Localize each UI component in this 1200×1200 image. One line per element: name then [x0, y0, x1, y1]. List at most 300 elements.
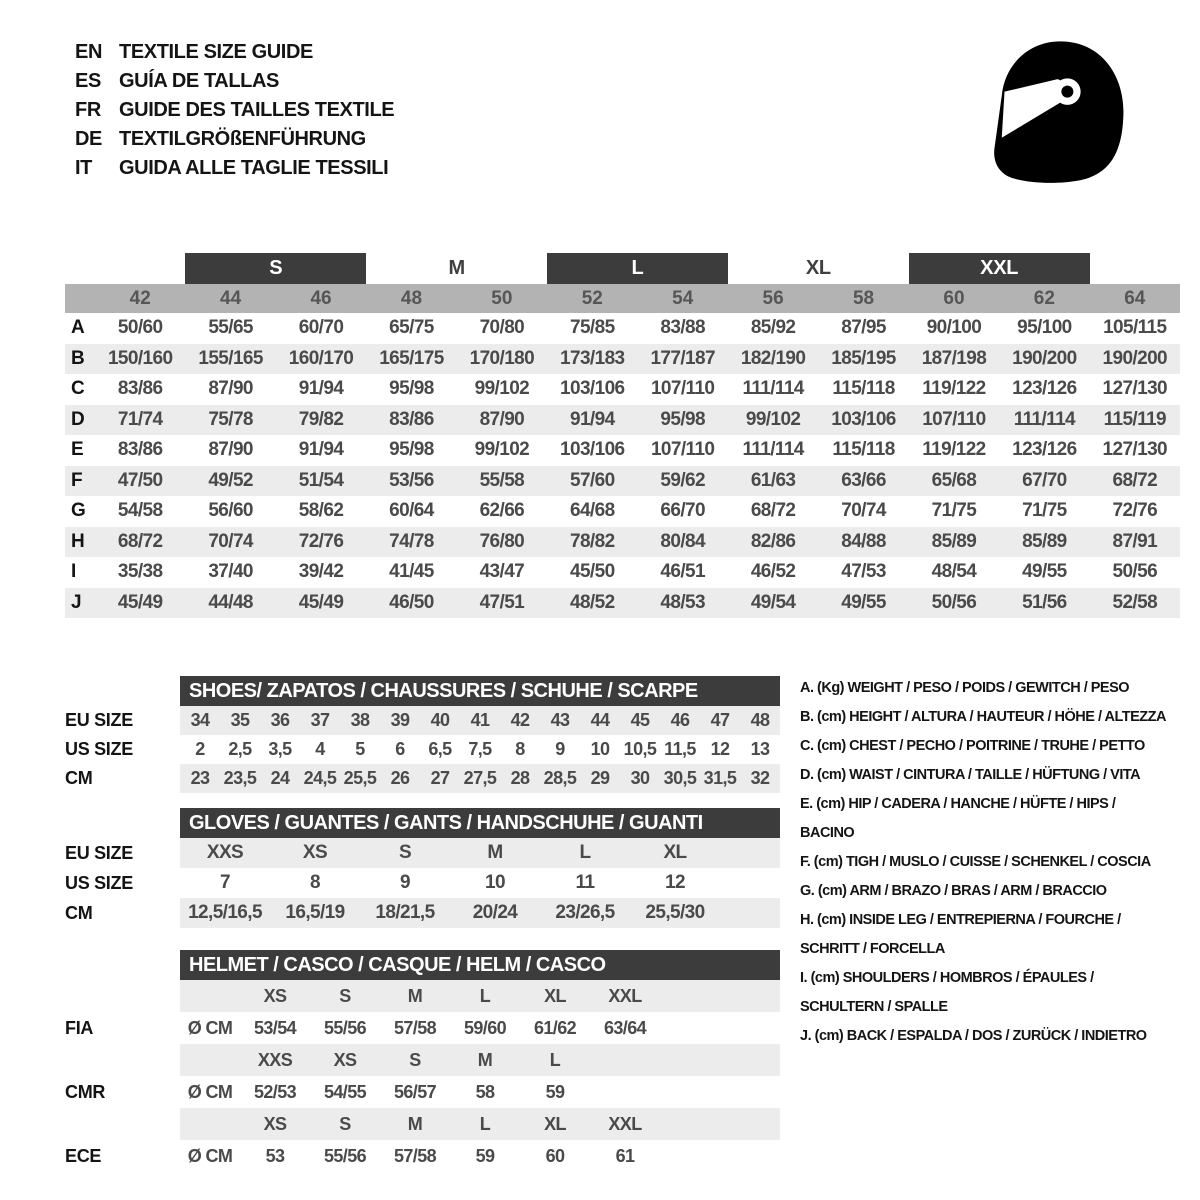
row-values — [180, 898, 780, 928]
measurement-value: 150/160 — [107, 347, 173, 369]
size-band-xl: XL — [805, 257, 831, 279]
value-cell: 57/58 — [393, 1018, 437, 1038]
measurement-value: 44/48 — [208, 591, 253, 613]
value-cell: 42 — [510, 710, 530, 730]
measurement-value: 182/190 — [740, 347, 806, 369]
row-label: US SIZE — [65, 739, 133, 759]
US SIZE-row — [65, 868, 780, 898]
value-cell: 5 — [355, 739, 365, 759]
value-cell: 45 — [630, 710, 650, 730]
EU SIZE-row — [65, 706, 780, 735]
value-cell: 53/54 — [253, 1018, 297, 1038]
value-cell: 55/56 — [323, 1146, 367, 1166]
US SIZE-row — [65, 735, 780, 764]
measurement-value: 111/114 — [742, 378, 804, 399]
measurement-value: 62/66 — [479, 500, 525, 521]
measurement-value: 75/78 — [208, 408, 253, 430]
row-values — [180, 1108, 780, 1140]
helmet-icon — [975, 33, 1143, 195]
helmet-table — [65, 950, 780, 1172]
gloves-table-title: GLOVES / GUANTES / GANTS / HANDSCHUHE / GUANTI — [180, 808, 780, 838]
measurement-value: 46/50 — [389, 591, 434, 613]
value-cell: 12,5/16,5 — [188, 902, 262, 923]
value-cell: 7 — [220, 872, 230, 893]
row-letter: J — [71, 591, 82, 613]
measurement-value: 50/56 — [1112, 561, 1158, 582]
measurement-value: 170/180 — [469, 347, 535, 369]
language-code: EN — [75, 41, 102, 63]
size-band-spacer-end — [1090, 253, 1180, 284]
value-cell: XXL — [608, 1114, 642, 1134]
measurement-row-h — [65, 527, 1180, 558]
measurement-value: 52/58 — [1112, 591, 1158, 613]
measurement-value: 50/60 — [117, 317, 163, 338]
measurement-value: 49/55 — [1022, 561, 1067, 582]
measurement-value: 95/98 — [660, 408, 705, 430]
measurement-value: 119/122 — [922, 378, 986, 399]
measurement-value: 83/88 — [660, 317, 705, 338]
measurement-value: 78/82 — [570, 530, 615, 552]
helmet-table-rows — [65, 980, 780, 1172]
measurement-value: 48/52 — [570, 591, 615, 613]
unit-cell — [180, 980, 240, 1012]
measurement-value: 64/68 — [570, 500, 615, 521]
measurement-value: 48/53 — [660, 591, 705, 613]
measurement-value: 57/60 — [570, 469, 615, 491]
measurement-value: 173/183 — [560, 347, 625, 369]
value-cell: 40 — [430, 710, 450, 730]
value-grid — [180, 1044, 660, 1076]
measurement-value: 43/47 — [479, 561, 525, 582]
value-cell: L — [479, 986, 491, 1006]
measurement-value: 85/92 — [750, 317, 796, 338]
value-cell: 12 — [665, 872, 685, 893]
measurement-row-j — [65, 588, 1180, 619]
row-letter: C — [71, 378, 85, 399]
numeric-size: 46 — [310, 288, 332, 309]
value-cell: 30 — [630, 768, 650, 788]
measurement-row-c — [65, 374, 1180, 405]
language-row — [75, 125, 394, 154]
value-cell: S — [398, 842, 412, 863]
row-label: ECE — [65, 1145, 102, 1166]
numeric-size-row — [65, 284, 1180, 313]
value-cell: 59/60 — [463, 1018, 507, 1038]
row-label: FIA — [65, 1017, 94, 1038]
value-cell: XL — [544, 986, 566, 1006]
language-title: GUÍA DE TALLAS — [119, 70, 279, 92]
value-cell: 61 — [615, 1146, 635, 1166]
row-letter: B — [71, 347, 85, 369]
value-cell: 25,5 — [343, 768, 377, 788]
numeric-size: 48 — [400, 288, 423, 309]
measurement-value: 63/66 — [841, 469, 886, 491]
row-values — [180, 1044, 780, 1076]
numeric-size: 62 — [1033, 288, 1055, 309]
measurement-value: 115/119 — [1103, 408, 1166, 430]
value-cell: 28 — [510, 768, 530, 788]
language-code: DE — [75, 128, 102, 150]
sizes-row — [65, 1108, 780, 1140]
gloves-title-spacer — [65, 808, 180, 838]
value-cell: S — [339, 1114, 351, 1134]
measurement-value: 70/74 — [841, 500, 886, 521]
value-cell: 53 — [265, 1146, 285, 1166]
measurement-value: 47/51 — [479, 591, 525, 613]
row-letter: A — [71, 317, 85, 338]
measurement-value: 95/98 — [389, 378, 434, 399]
measurement-row-a — [65, 313, 1180, 344]
legend-item-d: D. (cm) WAIST / CINTURA / TAILLE / HÜFTUNG / VITA — [800, 767, 1141, 783]
value-grid — [180, 1076, 660, 1108]
measurement-value: 80/84 — [660, 530, 705, 552]
value-cell: 11,5 — [664, 739, 696, 759]
value-cell: 37 — [310, 710, 330, 730]
measurement-value: 49/55 — [841, 591, 886, 613]
measurement-value: 123/126 — [1012, 378, 1077, 399]
row-values — [180, 980, 780, 1012]
measurement-value: 49/52 — [208, 469, 253, 491]
value-cell: S — [409, 1050, 421, 1070]
size-band-row — [65, 253, 1180, 284]
language-code: IT — [75, 157, 92, 179]
row-letter: H — [71, 530, 85, 552]
EU SIZE-row — [65, 838, 780, 868]
value-cell: L — [479, 1114, 491, 1134]
racing-helmet-graphic — [975, 33, 1143, 195]
shoes-table-title: SHOES/ ZAPATOS / CHAUSSURES / SCHUHE / SCARPE — [180, 676, 780, 706]
value-cell: 16,5/19 — [285, 902, 345, 923]
measurement-value: 95/100 — [1017, 317, 1072, 338]
value-cell: XS — [263, 986, 287, 1006]
value-cell: 23/26,5 — [555, 902, 615, 923]
row-values — [180, 838, 780, 868]
value-cell: 59 — [545, 1082, 565, 1102]
row-label: CMR — [65, 1081, 106, 1102]
language-code: FR — [75, 99, 101, 121]
value-cell: 39 — [390, 710, 410, 730]
numeric-size: 64 — [1124, 288, 1146, 309]
row-values — [180, 1140, 780, 1172]
size-band-m: M — [448, 257, 465, 279]
value-cell: 26 — [390, 768, 410, 788]
value-cell: 9 — [400, 872, 410, 893]
language-title: GUIDE DES TAILLES TEXTILE — [119, 99, 395, 121]
measurement-value: 65/68 — [931, 469, 977, 491]
language-row — [75, 67, 394, 96]
measurement-value: 187/198 — [921, 347, 987, 369]
measurement-value: 111/114 — [742, 439, 804, 460]
value-cell: 44 — [590, 710, 610, 730]
language-code: ES — [75, 70, 101, 92]
measurement-value: 190/200 — [1102, 347, 1168, 369]
ECE-row — [65, 1140, 780, 1172]
legend-item-c: C. (cm) CHEST / PECHO / POITRINE / TRUHE / PETTO — [800, 738, 1145, 754]
shoes-table — [65, 676, 780, 793]
value-cell: 35 — [230, 710, 250, 730]
gloves-table — [65, 808, 780, 928]
measurement-value: 37/40 — [208, 561, 253, 582]
value-cell: 11 — [575, 872, 595, 893]
language-title: GUIDA ALLE TAGLIE TESSILI — [119, 157, 389, 179]
row-values — [180, 764, 780, 793]
language-row — [75, 154, 394, 183]
value-cell: 24 — [270, 768, 290, 788]
measurement-value: 107/110 — [922, 408, 986, 430]
value-cell: 55/56 — [323, 1018, 367, 1038]
legend-item-e: E. (cm) HIP / CADERA / HANCHE / HÜFTE / HIPS / BACINO — [800, 796, 1116, 841]
gloves-table-rows — [65, 838, 780, 928]
measurement-legend — [800, 674, 1172, 1051]
row-values — [180, 868, 780, 898]
measurement-value: 84/88 — [841, 530, 886, 552]
value-cell: 8 — [310, 872, 320, 893]
measurement-value: 71/74 — [117, 408, 163, 430]
value-cell: 30,5 — [663, 768, 697, 788]
row-label: CM — [65, 768, 93, 788]
measurement-value: 103/106 — [831, 408, 896, 430]
value-cell: 2,5 — [228, 739, 252, 759]
value-cell: 12 — [710, 739, 730, 759]
value-cell: S — [339, 986, 351, 1006]
measurement-value: 49/54 — [750, 591, 796, 613]
measurement-value: 155/165 — [198, 347, 263, 369]
measurement-value: 60/64 — [389, 500, 434, 521]
measurement-value: 87/90 — [479, 408, 525, 430]
measurement-value: 190/200 — [1012, 347, 1077, 369]
measurement-value: 71/75 — [1022, 500, 1067, 521]
value-cell: 59 — [475, 1146, 495, 1166]
measurement-value: 54/58 — [117, 500, 163, 521]
measurement-value: 123/126 — [1012, 439, 1077, 460]
value-cell: 34 — [190, 710, 210, 730]
value-cell: 7,5 — [468, 739, 492, 759]
language-title: TEXTILGRÖßENFÜHRUNG — [119, 128, 366, 150]
value-cell: 31,5 — [703, 768, 737, 788]
value-cell: 27 — [430, 768, 450, 788]
CMR-row — [65, 1076, 780, 1108]
size-band-xxl: XXL — [909, 253, 1090, 284]
size-band-l: L — [547, 253, 728, 284]
measurement-value: 53/56 — [389, 469, 434, 491]
value-cell: 29 — [590, 768, 610, 788]
language-list — [75, 38, 394, 183]
row-values — [180, 706, 780, 735]
row-label: US SIZE — [65, 872, 133, 893]
measurement-value: 87/90 — [208, 378, 253, 399]
legend-item-g: G. (cm) ARM / BRAZO / BRAS / ARM / BRACCIO — [800, 883, 1107, 899]
value-grid — [180, 868, 720, 898]
value-cell: 36 — [270, 710, 290, 730]
row-letter: D — [71, 408, 85, 430]
measurement-value: 87/95 — [841, 317, 886, 338]
measurement-value: 56/60 — [208, 500, 253, 521]
FIA-row — [65, 1012, 780, 1044]
measurement-value: 177/187 — [650, 347, 715, 369]
measurement-value: 45/49 — [298, 591, 344, 613]
value-cell: 6 — [395, 739, 405, 759]
value-cell: 63/64 — [603, 1018, 647, 1038]
measurement-row-f — [65, 466, 1180, 497]
legend-item-f: F. (cm) TIGH / MUSLO / CUISSE / SCHENKEL / COSCIA — [800, 854, 1151, 870]
measurement-value: 50/56 — [931, 591, 977, 613]
measurement-value: 39/42 — [298, 561, 344, 582]
value-cell: L — [579, 842, 591, 863]
numeric-size: 60 — [943, 288, 965, 309]
row-label: CM — [65, 902, 93, 923]
measurement-value: 70/80 — [479, 317, 525, 338]
measurement-value: 75/85 — [570, 317, 615, 338]
measurement-row-i — [65, 557, 1180, 588]
legend-item-i: I. (cm) SHOULDERS / HOMBROS / ÉPAULES / SCHULTERN / SPALLE — [800, 970, 1094, 1015]
sizes-row — [65, 980, 780, 1012]
row-letter: E — [71, 439, 84, 460]
value-grid — [180, 764, 780, 793]
measurement-value: 68/72 — [117, 530, 163, 552]
value-cell: 10 — [590, 739, 610, 759]
measurement-value: 115/118 — [832, 378, 895, 399]
measurement-value: 115/118 — [832, 439, 895, 460]
value-cell: 10 — [485, 872, 505, 893]
value-cell: 61/62 — [533, 1018, 577, 1038]
value-cell: M — [477, 1050, 493, 1070]
measurement-row-g — [65, 496, 1180, 527]
measurement-value: 79/82 — [298, 408, 344, 430]
measurement-value: 46/51 — [660, 561, 705, 582]
value-grid — [180, 980, 660, 1012]
measurement-value: 83/86 — [117, 439, 163, 460]
value-grid — [180, 1012, 660, 1044]
CM-row — [65, 764, 780, 793]
legend-item-h: H. (cm) INSIDE LEG / ENTREPIERNA / FOURCHE / SCHRITT / FORCELLA — [800, 912, 1121, 957]
shoes-title-spacer — [65, 676, 180, 706]
measurement-value: 99/102 — [474, 378, 530, 399]
measurement-row-d — [65, 405, 1180, 436]
value-cell: 27,5 — [463, 768, 497, 788]
value-cell: 23 — [190, 768, 210, 788]
value-cell: 46 — [670, 710, 690, 730]
measurement-value: 72/76 — [1112, 500, 1158, 521]
measurement-value: 59/62 — [660, 469, 705, 491]
measurement-value: 47/50 — [117, 469, 163, 491]
value-cell: 58 — [475, 1082, 495, 1102]
value-cell: 28,5 — [543, 768, 577, 788]
value-grid — [180, 1140, 660, 1172]
value-cell: 38 — [350, 710, 370, 730]
measurement-value: 99/102 — [745, 408, 801, 430]
measurement-value: 165/175 — [379, 347, 444, 369]
size-band-s: S — [185, 253, 366, 284]
row-letter: F — [71, 469, 83, 491]
row-label — [65, 1108, 180, 1140]
value-grid — [180, 898, 720, 928]
value-cell: XL — [663, 842, 687, 863]
measurement-value: 91/94 — [570, 408, 615, 430]
measurement-value: 48/54 — [931, 561, 977, 582]
measurement-value: 103/106 — [560, 439, 625, 460]
value-cell: M — [407, 986, 423, 1006]
numeric-size: 44 — [220, 288, 242, 309]
measurement-value: 82/86 — [750, 530, 796, 552]
value-grid — [180, 735, 780, 764]
measurement-value: 87/91 — [1112, 530, 1158, 552]
measurement-row-e — [65, 435, 1180, 466]
sizes-row — [65, 1044, 780, 1076]
measurement-value: 111/114 — [1013, 408, 1076, 430]
numeric-size: 56 — [762, 288, 784, 309]
value-cell: 47 — [710, 710, 730, 730]
value-cell: 56/57 — [393, 1082, 437, 1102]
measurement-value: 85/89 — [931, 530, 977, 552]
measurement-value: 107/110 — [650, 378, 715, 399]
row-values — [180, 1076, 780, 1108]
language-row — [75, 38, 394, 67]
measurement-value: 55/58 — [479, 469, 525, 491]
legend-item-a: A. (Kg) WEIGHT / PESO / POIDS / GEWITCH / PESO — [800, 680, 1130, 696]
value-cell: 57/58 — [393, 1146, 437, 1166]
value-cell: XS — [302, 842, 328, 863]
measurement-row-b — [65, 344, 1180, 375]
unit-cell — [180, 1044, 240, 1076]
measurement-value: 68/72 — [1112, 469, 1158, 491]
row-letter: G — [71, 500, 86, 521]
value-cell: 48 — [750, 710, 770, 730]
measurement-value: 70/74 — [208, 530, 253, 552]
row-label: EU SIZE — [65, 842, 133, 863]
legend-item-j: J. (cm) BACK / ESPALDA / DOS / ZURÜCK / INDIETRO — [800, 1028, 1147, 1044]
measurement-value: 74/78 — [389, 530, 434, 552]
value-cell: XS — [333, 1050, 357, 1070]
numeric-size: 58 — [852, 288, 875, 309]
value-grid — [180, 838, 720, 868]
measurement-value: 160/170 — [288, 347, 354, 369]
measurement-value: 107/110 — [650, 439, 715, 460]
measurement-value: 99/102 — [474, 439, 530, 460]
measurement-value: 47/53 — [841, 561, 886, 582]
shoes-table-rows — [65, 706, 780, 793]
measurement-value: 67/70 — [1022, 469, 1067, 491]
value-cell: 25,5/30 — [645, 902, 705, 923]
measurement-value: 72/76 — [298, 530, 344, 552]
value-cell: M — [407, 1114, 423, 1134]
value-cell: 10,5 — [623, 739, 657, 759]
value-cell: XS — [263, 1114, 287, 1134]
row-label: EU SIZE — [65, 710, 133, 730]
measurement-value: 58/62 — [298, 500, 344, 521]
value-cell: 24,5 — [303, 768, 337, 788]
row-values — [180, 735, 780, 764]
row-letter: I — [71, 561, 77, 582]
measurement-value: 83/86 — [389, 408, 434, 430]
numeric-size: 42 — [129, 288, 151, 309]
unit-cell — [180, 1108, 240, 1140]
unit-cell: Ø CM — [187, 1146, 233, 1166]
row-values — [180, 1012, 780, 1044]
measurement-value: 95/98 — [389, 439, 434, 460]
value-cell: 41 — [470, 710, 490, 730]
measurement-value: 45/50 — [570, 561, 615, 582]
measurement-value: 65/75 — [389, 317, 434, 338]
measurement-value: 87/90 — [208, 439, 253, 460]
row-label — [65, 1044, 180, 1076]
measurement-value: 119/122 — [922, 439, 986, 460]
measurement-value: 76/80 — [479, 530, 525, 552]
value-cell: 4 — [315, 739, 325, 759]
value-cell: 18/21,5 — [375, 902, 435, 923]
measurement-value: 41/45 — [389, 561, 434, 582]
value-cell: 13 — [750, 739, 770, 759]
numeric-size: 54 — [672, 288, 694, 309]
